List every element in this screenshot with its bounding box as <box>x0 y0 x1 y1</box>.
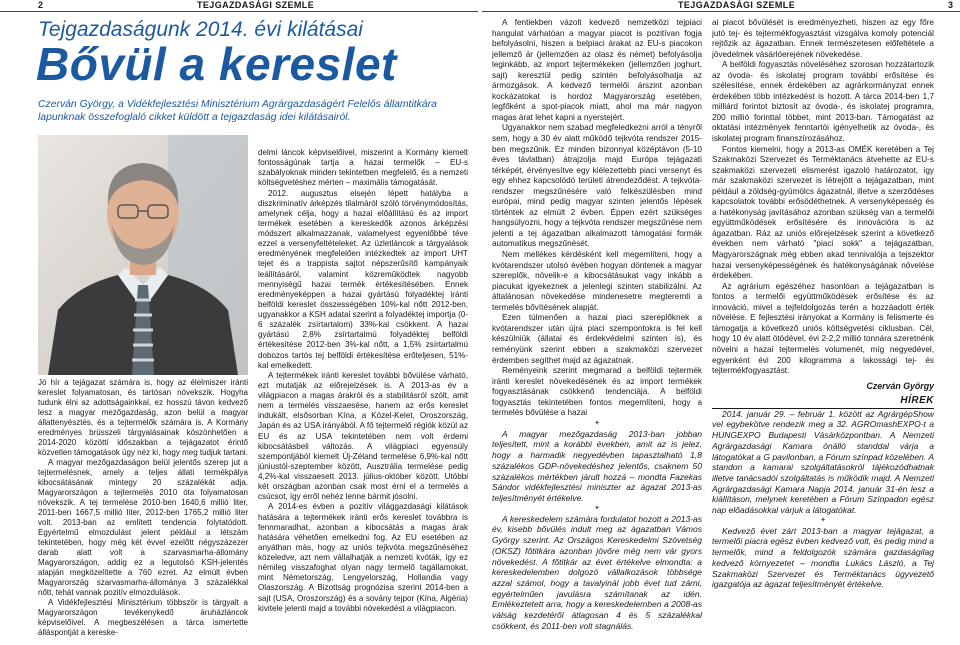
paragraph: Ezen túlmenően a hazai piaci szereplőknek a kvótarendszer után újra piaci szempontokra is fel kell készülniük (állatai és érdekvédelmi szinten is), és reményünk szerint ebben a szakmaközi szervezet érdemben segíthet majd az ágazatnak. <box>492 313 702 365</box>
left-page <box>0 0 478 645</box>
paragraph: A fentiekben vázolt kedvező nemzetközi tejpiaci hangulat várhatóan a magyar piacot is pozitívan fogja befolyásolni, hiszen a belpiaci árakat az EU-s piacokon jellemző ár (jellemzően az olasz és német) befolyásolja leginkább, az import tejtermékeken (jellemzően joghurt, sajt) keresztül pedig szintén befolyásolhatja az ármozgások. A kedvező termelői árszint azonban kockázatokat is hordoz Magyarország esetében, legfőként a spot-piacok miatt, ahol ma már nagyon magas árat lehet kapni a nyerstejért. <box>492 18 702 122</box>
paragraph: A tejtermékek iránti kereslet további bővülése várható, ezt mutatják az előrejelzések is. A 2013-as év a világpiacon a magas árakról és a stabilitásról szólt, amit nem a termelés visszaesése, hanem az erős kereslet indukált, elsősorban Kína, a Közel-Kelet, Oroszország, Japán és az USA irányából. A fő tejtermelő régiók közül az EU és az USA tekintetében nem volt érdemi kibocsátásbeli változás. A világpiaci egyensúly szempontjából kiemelt Új-Zéland termelése 6,9%-kal nőtt júniustól-szeptember között, Ausztrália termelése pedig 4,2%-kal visszaesett 2013. július-október között. Utóbbi két országban azonban csak most érni el a termelés a csúcsot, így erről nehéz lenne bármit jósolni. <box>258 370 468 502</box>
news-separator-star: ✦ <box>594 419 600 427</box>
article-column-a <box>38 378 248 638</box>
author-signature: Czerván György <box>866 380 934 391</box>
running-title-right: TEJGAZDASÁGI SZEMLE <box>678 0 796 10</box>
news-section-heading: HÍREK <box>712 396 934 409</box>
paragraph: ai piacot bővülését is eredményezheti, hiszen az egy főre jutó tej- és tejtermékfogyasztást vizsgálva komoly potenciál rejtőzik az ágazatban. Ennek természetesen előfeltétele a jövedelmek vásárlóerejének növekedése. <box>712 18 934 59</box>
article-column-c <box>492 18 702 631</box>
paragraph: Nem mellékes kérdésként kell megemlíteni, hogy a kvótarendszer utolsó évében hogyan döntenek a magyar szereplők, növelik-e a kibocsátásukat vagy inkább a piacukat igyekeznek a jelenlegi szinten stabilizálni. Az általánosan növekedése mindenesetre megteremti a termelés bővítésének alapját. <box>492 250 702 312</box>
paragraph: A magyar mezőgazdaságon belül jelentős szerep jut a tejtermelésnek, amely a teljes állati termékpálya kibocsátásának mintegy 20 százalékát adja. Magyarországon a tejtermelés 2010 óta folyamatosan növekszik. A tej termelése 2010-ben 1640,6 millió liter, 2011-ben 1667,5 millió liter, 2012-ben 1765,2 millió liter volt. 2013-ban az említett tendencia folytatódott. Egyértelmű elmozdulást jelent például a létszám tekintetében, hogy még két évvel ezelőtt négyszázezer darab alatt volt a szarvasmarha-állomány Magyarországon, addig ez a legutolsó KSH-jelentés alapján megközelítette a 760 ezret. Az elmúlt évben Magyarország szarvasmarha-állománya 3 százalékkal nőtt, tehát vannak pozitív elmozdulások. <box>38 458 248 597</box>
portrait-illustration <box>38 135 248 375</box>
paragraph: Jó hír a tejágazat számára is, hogy az élelmiszer iránti kereslet folyamatosan, és tartósan növekszik. Hogyha tudunk élni az adottságainkkal, ez hosszú távon kedvező lesz a magyar mezőgazdaság, azon belül a magyar állattenyésztés, és a tejtermelők számára is. A Kormány eredményes brüsszeli tárgyalásainak köszönhetően a 2014-2020 közötti időszakban a tejágazatot érintő közvetlen támogatások úgy néz ki, hogy meg tudjuk tartani. <box>38 378 248 457</box>
news-item: Kedvező évet zárt 2013-ban a magyar tejágazat, a termelői piacra egész évben kedvező volt, és pedig mind a termelők, mind a feldolgozók számára gazdaságilag kedvező környezetet – mondta Lukács László, a Tej Szakmaközi Szervezet és Terméktanács ügyvezető igazgatója az ágazat teljesítményét értékelve. <box>712 525 934 590</box>
page-number-right: 3 <box>948 0 954 10</box>
article-headline: Bővül a kereslet <box>36 38 397 90</box>
paragraph: Reményeink szerint megmarad a belföldi tejtermék iránti kereslet növekedésének és az import termékek fogyasztásának csökkenő tendenciája. A belföldi fogyasztás tekintetében fontos megemlíteni, hogy a termelés bővülése a hazai <box>492 366 702 418</box>
paragraph: A Vidékfejlesztési Minisztérium többször is tárgyalt a Magyarországon tevékenykedő áruházláncok képviselőivel. A megbeszélésen a tárca ismertette álláspontját a kereske- <box>38 598 248 637</box>
author-portrait-photo <box>38 135 248 375</box>
news-item: A magyar mezőgazdaság 2013-ban jobban teljesített, mint a korábbi években, amit az is jelez, hogy a harmadik negyedévben tapasztalható 1,8 százalékos GDP-növekedéshez jelentős, csaknem 50 százalékos mértékben járult hozzá – mondta Fazekas Sándor vidékfejlesztési miniszter az ágazat 2013-as teljesítményét értékelve. <box>492 428 702 503</box>
paragraph: Ugyanakkor nem szabad megfeledkezni arról a tényről sem, hogy a 30 év alatt működő tejkvóta rendszer 2015-ben megszűnik. Ez minden bizonnyal középtávon (5-10 éves távlatban) átrajzolja majd Európa tejágazati térképét, érvényesítve egy kiélezettebb piaci versenyt és egy ehhez kapcsolódó területi átrendeződést. A tejkvóta-rendszer megszűnésére való felkészülésben mind európai, mind pedig magyar szinten jelentős lépések történtek az elmúlt 2 évben. Éppen ezért szükséges hangsúlyozni, hogy a tejkvóta rendszer megszűnése nem jelenti a tej ágazatban alkalmazott támogatási formák automatikus megszűnését. <box>492 123 702 249</box>
article-kicker: Tejgazdaságunk 2014. évi kilátásai <box>38 18 363 41</box>
paragraph: Az agrárium egészéhez hasonlóan a tejágazatban is fontos a termelői együttműködések erősítése és az innováció, mivel a tejfeldolgozás terén a hozzáadott érték növelése. E fejlesztési irányokat a Kormány is felismerte és támogatja a következő uniós költségvetési ciklusban. Cél, hogy 10 év alatt ötödével, évi 2-2,2 millió tonnára szeretnénk növelni a hazai tejtermelés volumenét, míg negyedével, egyenként évi 200 kilogramma a lakossági tej- és tejtermékfogyasztást. <box>712 281 934 376</box>
running-title-left: TEJGAZDASÁGI SZEMLE <box>197 0 315 10</box>
news-separator-star: ✦ <box>594 504 600 512</box>
news-separator-star: ✦ <box>820 516 826 524</box>
news-item: A kereskedelem számára fordulatot hozott a 2013-as év, kisebb bővülés indult meg az ágazatban Vámos György szerint. Az Országos Kereskedelmi Szövetség (OKSZ) főtitkára azonban jövőre még nem vár gyors növekedést. A főtitkár az évet értékelve elmondta: a kereskedelemben dolgozó vállalkozások többsége azzal számol, hogy a tavalyinál jobb évet tud zárni, egyértelműen javulásra számítanak az idén. Emlékeztetett arra, hogy a kereskedelemben a 2008-as válság kezdetéről átlagosan 4 és 5 százalékkal csökkent, és 2011-ben volt stagnálás. <box>492 513 702 631</box>
paragraph: delmi láncok képviselőivel, miszerint a Kormány kiemelt fontosságúnak tartja a hazai termelők – EU-s szabályoknak minden tekintetben megfelelő, és a nemzeti költségvetéshez mérten – maximális támogatását. <box>258 148 468 188</box>
paragraph: Fontos kiemelni, hogy a 2013-as OMÉK keretében a Tej Szakmaközi Szervezet és Terméktanács átvehette az EU-s szakmaközi szervezeti elismerést igazoló határozatot, így már szakmaközi szervezet is létrejött a tejágazatban, mint például a zöldség-gyümölcs ágazatnál, illetve a szerződéses kapcsolatok további erősödéthetnek. A versenyképesség és a hatékonyság javításához azonban szükség van a termelői együttműködések erősítésére és innovációra is az ágazatban. Ráz az uniós előrejelzések szerint a következő években nem várható "piaci sokk" a tejágazatban, Magyarországnak még ebben akad tennivalója a tejszektor hazai versenyképességének és hatékonyságának növelése érdekében. <box>712 144 934 281</box>
paragraph: A belföldi fogyasztás növeléséhez szorosan hozzátartozik az óvoda- és iskolatej program további erősítése és szélesítése, ennek érdekében az agrárkormányzat ennek érdekében több intézkedést is hozott. A tárca 2014-ben 1,7 milliárd forintot biztosít az óvoda-, és iskolatej programra, 200 millió forinttal többet, mint 2013-ban. Támogatást az oktatási intézmények fenntartói igényelhetik az óvoda-, és iskolatej program finanszírozásához. <box>712 60 934 144</box>
article-column-d <box>712 18 934 590</box>
right-page <box>482 0 960 645</box>
paragraph: A 2014-es évben a pozitív világgazdasági kilátások hatására a tejtermékek iránti erős kereslet továbbra is fennmaradhat, azonban a kibocsátás a magas árak hatására véhetően emelkedni fog. Az EU esetében az anyáthan más, hogy az uniós tejkvóta megszűnéséhez közeledve, azt nem vállalhatják a nemzeti kvóták, így ez némileg visszafoghat olyan nagy termelő tagállamokat, mint Németország, Lengyelország, Hollandia vagy Olaszország. A Bizottság prognózisa szerint 2014-ben a sajt (USA, Oroszország) és a sovány tejpor (Kína, Algéria) kivitele jelenti majd a további növekedést a világpiacon. <box>258 502 468 613</box>
paragraph: 2012. augusztus elsején lépett hatályba a diszkriminatív árképzés tilalmáról szóló törvénymódosítás, amelynek célja, hogy a hazai előállítású és az import termékek esetében a kereskedők azonos árképzési módszert alkalmazzanak, valamelyest egyenlőbbé téve ezzel a versenyfeltételeket. Az üzletláncok a tárgyalások eredményének megfelelően intézkedtek az import UHT tejet és a trappista sajtot népszerűsítő kampányaik leállításáról, valamint közremûködtek nagyobb mennyiségű hazai termék értékesítésében. Ennek eredményeképpen a hazai gyártású folyadéktej iránti belföldi kereslet összességében 10%-kal nőtt 2012-ben, ugyanakkor a KSH adatai szerint a folyadéktej importja (0-6 százalék zsírtartalom) 33%-kal csökkent. A hazai gyártású 2,8% zsírtartalmú folyadéktej belföldi értékesítése 2012-ben 3%-kal nőtt, a 1,5% zsírtartalmú dobozos tartós tej belföldi értékesítése erőteljesen, 51%-kal emelkedett. <box>258 188 468 370</box>
news-item: 2014. január 29. – február 1. között az AgrárgépShow vel egybekötve rendezik meg a 32. AGROmashEXPO-t a HUNGEXPO Budapesti Vásárközpontban. A Nemzeti Agrárgazdasági Kamara önálló standdal várja a látogatókat a G pavilonban, a Fórum színpad közelében. A standon a kamarai szolgáltatásokról tájékozódhatnak illetve tanácsadói szolgáltatás is működik majd. A Nemzeti Agrárgazdasági Kamara Napja 2014. január 31-én lesz a kiállításon, melynek keretében a Fórum Színpadon egész nap előadásokkal várjuk a látogatókat. <box>712 408 934 516</box>
article-lead: Czerván György, a Vidékfejlesztési Minisztérium Agrárgazdaságért Felelős államtitkára lapunknak összefoglaló cikket küldött a tejgazdaság idei kilátásairól. <box>38 99 437 123</box>
page-number-left: 2 <box>38 0 44 10</box>
article-column-b <box>258 148 468 614</box>
